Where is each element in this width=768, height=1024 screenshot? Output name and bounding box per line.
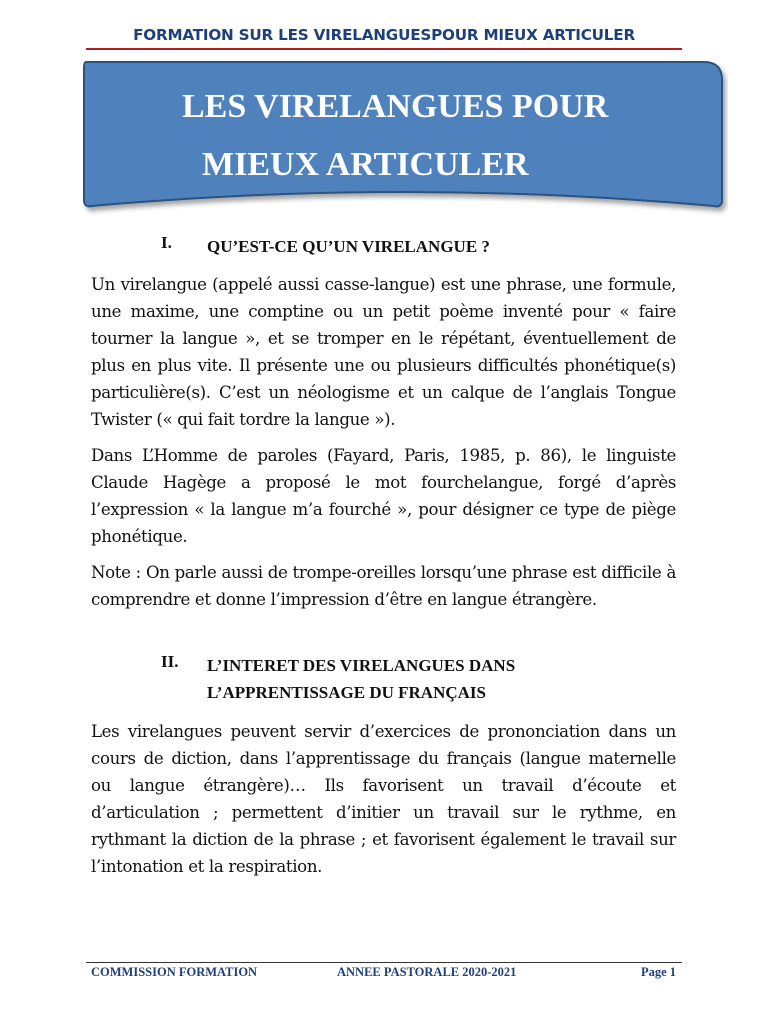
footer-left: COMMISSION FORMATION: [91, 965, 258, 979]
paragraph-definition: Un virelangue (appelé aussi casse-langue) est une phrase, une formule, une maxime, une comptine ou un petit poème inventé pour « faire tourner la langue », et se tromper en le répétant, éventuellement de plus en plus vite. Il présente une ou plusieurs difficultés phonétique(s) particulière(s). C’est un néologisme et un calque de l’anglais Tongue Twister (« qui fait tordre la langue »).: [91, 275, 676, 429]
footer-center: ANNEE PASTORALE 2020-2021: [337, 965, 517, 979]
footer-divider: [86, 962, 682, 963]
paragraph-interest: Les virelangues peuvent servir d’exercices de prononciation dans un cours de diction, dans l’apprentissage du français (langue maternelle ou langue étrangère)… Ils favorisent un travail d’écoute et d’articulation ; permettent d’initier un travail sur le rythme, en rythmant la diction de la phrase ; et favorisent également le travail sur l’intonation et la respiration.: [91, 722, 676, 876]
banner-title-line2: MIEUX ARTICULER: [202, 146, 529, 183]
section-heading-1: [161, 233, 681, 261]
page-header-title: FORMATION SUR LES VIRELANGUESPOUR MIEUX ARTICULER: [133, 26, 635, 44]
section-title: QU’EST-CE QU’UN VIRELANGUE ?: [207, 237, 490, 256]
banner-title-line1: LES VIRELANGUES POUR: [182, 88, 609, 125]
paragraph-hagege: Dans L’Homme de paroles (Fayard, Paris, 1985, p. 86), le linguiste Claude Hagège a proposé le mot fourchelangue, forgé d’après l’expression « la langue m’a fourché », pour désigner ce type de piège phonétique.: [91, 446, 676, 546]
section-number: I.: [161, 233, 172, 252]
section-title-line2: L’APPRENTISSAGE DU FRANÇAIS: [207, 683, 486, 702]
section-title-line1: L’INTERET DES VIRELANGUES DANS: [207, 656, 516, 675]
banner-title: [100, 78, 660, 194]
section-heading-2: [161, 652, 681, 708]
footer-page-number: Page 1: [640, 965, 676, 979]
header-divider: [86, 48, 682, 50]
section-number: II.: [161, 652, 179, 671]
paragraph-note: Note : On parle aussi de trompe-oreilles lorsqu’une phrase est difficile à comprendre et donne l’impression d’être en langue étrangère.: [91, 563, 676, 609]
